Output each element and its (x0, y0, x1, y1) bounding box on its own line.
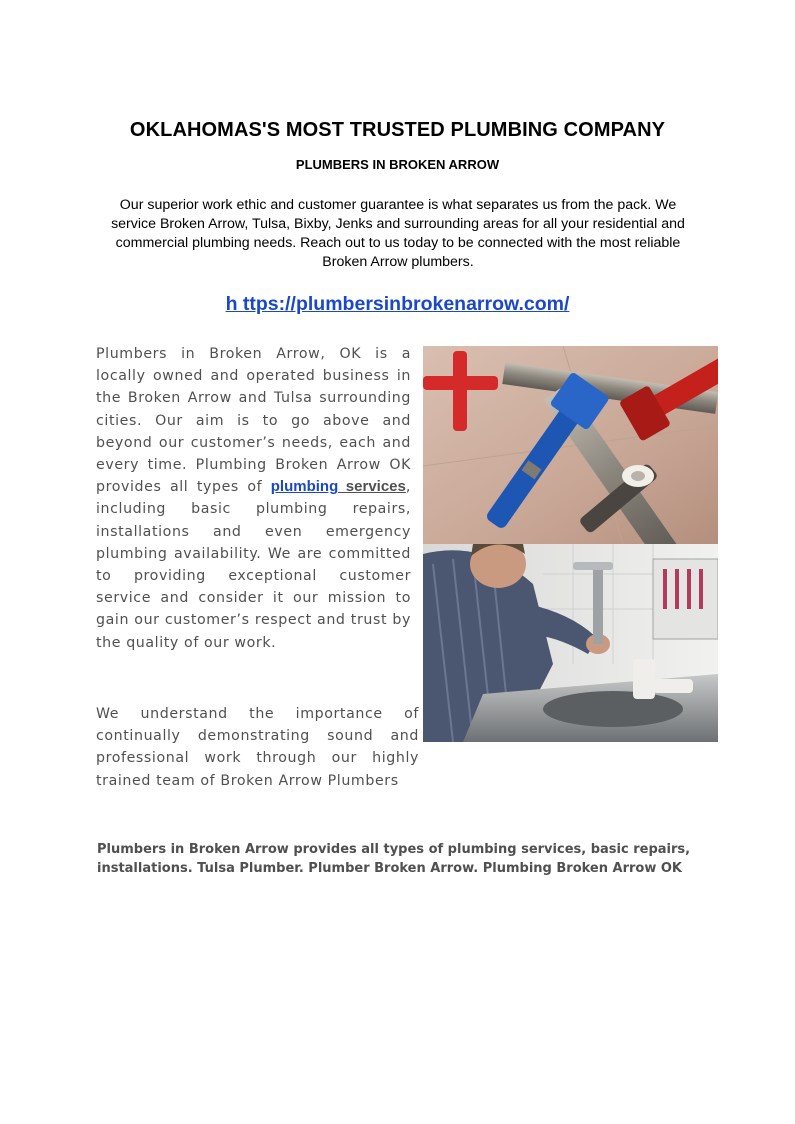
services-link[interactable]: services (338, 478, 406, 496)
paragraph-1-text-after: , including basic plumbing repairs, installations and even emergency plumbing availability. We are committed to providing exceptional customer service and consider it our mission to gain our customer’s respect and trust by the quality of our work. (96, 479, 411, 651)
wrenches-photo (423, 346, 718, 544)
body-paragraph-1 (96, 343, 411, 654)
intro-paragraph: Our superior work ethic and customer guarantee is what separates us from the pack. We service Broken Arrow, Tulsa, Bixby, Jenks and surrounding areas for all your residential and commercial plumbing needs. Reach out to us today to be connected with the most reliable Broken Arrow plumbers. (111, 197, 685, 270)
plumbing-link[interactable]: plumbing (270, 478, 339, 496)
body-paragraph-2: We understand the importance of continually demonstrating sound and professional work through our highly trained team of Broken Arrow Plumbers (96, 706, 419, 789)
footer-keywords: Plumbers in Broken Arrow provides all types of plumbing services, basic repairs, installations. Tulsa Plumber. Plumber Broken Arrow. Plumbing Broken Arrow OK (97, 842, 691, 876)
page-title: OKLAHOMAS'S MOST TRUSTED PLUMBING COMPANY (129, 119, 666, 141)
paragraph-1-text-before: Plumbers in Broken Arrow, OK is a locally owned and operated business in the Broken Arrow and Tulsa surrounding cities. Our aim is to go above and beyond our customer’s needs, each and every time. Plumbing Broken Arrow OK provides all types of (96, 346, 411, 496)
website-link[interactable]: h ttps://plumbersinbrokenarrow.com/ (225, 293, 570, 315)
page-subtitle: PLUMBERS IN BROKEN ARROW (295, 157, 500, 172)
plumber-sink-photo (423, 544, 718, 742)
website-url (0, 293, 795, 316)
